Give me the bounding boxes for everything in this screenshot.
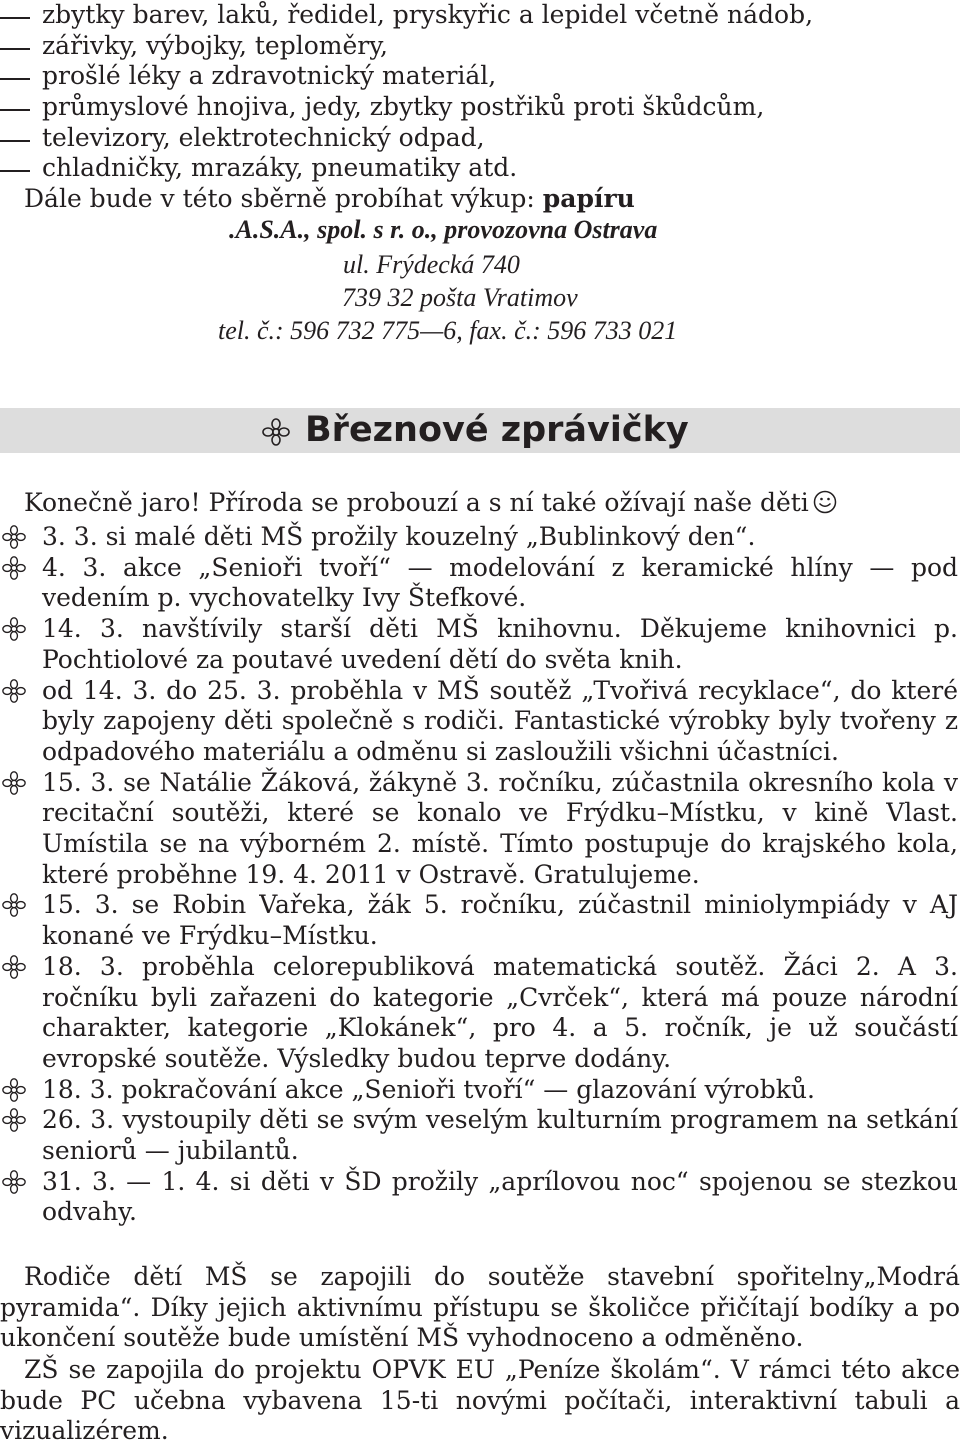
- news-item: [0, 1105, 958, 1166]
- purchase-bold: papíru: [542, 184, 635, 214]
- news-item: [0, 952, 958, 1075]
- flower-icon: [2, 955, 26, 979]
- news-item-text: 3. 3. si malé děti MŠ prožily kouzelný „Bublinkový den“.: [42, 522, 756, 551]
- list-item: [0, 123, 960, 154]
- news-item-text: 26. 3. vystoupily děti se svým veselým kulturním programem na setkání seniorů — jubilantů.: [42, 1105, 958, 1166]
- news-item-text: od 14. 3. do 25. 3. proběhla v MŠ soutěž „Tvořivá recyklace“, do které byly zapojeny děti společně s rodiči. Fantastické výrobky byly tvořeny z odpadového materiálu a odměnu si zasloužili všichni účastníci.: [42, 675, 958, 766]
- company-street: ul. Frýdecká 740: [343, 250, 520, 279]
- flower-icon: [262, 418, 290, 446]
- flower-icon: [2, 1078, 26, 1102]
- flower-icon: [2, 893, 26, 917]
- list-item-text: průmyslové hnojiva, jedy, zbytky postřiků proti škůdcům,: [42, 92, 765, 122]
- list-item-text: chladničky, mrazáky, pneumatiky atd.: [42, 153, 518, 183]
- company-city: 739 32 pošta Vratimov: [342, 283, 578, 312]
- purchase-text: Dále bude v této sběrně probíhat výkup:: [24, 184, 543, 214]
- news-item: [0, 1075, 958, 1106]
- section-heading: [0, 408, 960, 453]
- dash-marker: [0, 48, 30, 50]
- flower-icon: [2, 679, 26, 703]
- news-item-text: 18. 3. pokračování akce „Senioři tvoří“ — glazování výrobků.: [42, 1074, 815, 1104]
- news-item-text: 4. 3. akce „Senioři tvoří“ — modelování z keramické hlíny — pod vedením p. vychovatelky Ivy Štefkové.: [42, 552, 958, 613]
- dash-marker: [0, 17, 30, 19]
- flower-icon: [2, 617, 26, 641]
- news-item-text: 14. 3. navštívily starší děti MŠ knihovnu. Děkujeme knihovnici p. Pochtiolové za poutavé uvedení dětí do světa knih.: [42, 614, 958, 674]
- waste-list: [0, 0, 960, 215]
- dash-marker: [0, 170, 30, 172]
- smiley-icon: [813, 490, 837, 514]
- news-item: [0, 676, 958, 768]
- dash-marker: [0, 140, 30, 142]
- list-item-text: zbytky barev, laků, ředidel, pryskyřic a lepidel včetně nádob,: [42, 0, 814, 29]
- news-item-text: 18. 3. proběhla celorepubliková matematická soutěž. Žáci 2. A 3. ročníku byli zařazeni do kategorie „Cvrček“, která má pouze národní charakter, kategorie „Klokánek“, pro 4. a 5. ročník, je už součástí evropské soutěže. Výsledky budou teprve dodány.: [42, 951, 958, 1073]
- news-item-text: 31. 3. — 1. 4. si děti v ŠD prožily „aprílovou noc“ spojenou se stezkou odvahy.: [42, 1166, 958, 1227]
- list-item: [0, 31, 960, 62]
- list-item-text: televizory, elektrotechnický odpad,: [42, 122, 485, 152]
- news-item: [0, 614, 958, 675]
- paragraph-school: ZŠ se zapojila do projektu OPVK EU „Peníze školám“. V rámci této akce bude PC učebna vybavena 15-ti novými počítači, interaktivní tabuli a vizualizérem.: [0, 1355, 960, 1446]
- news-item: [0, 553, 958, 614]
- list-item: [0, 92, 960, 123]
- news-item-text: 15. 3. se Natálie Žáková, žákyně 3. ročníku, zúčastnila okresního kola v recitační soutěži, které se konalo ve Frýdku–Místku, v kině Vlast. Umístila se na výborném 2. místě. Tímto postupuje do krajského kola, které proběhne 19. 4. 2011 v Ostravě. Gratulujeme.: [42, 767, 958, 889]
- dash-marker: [0, 109, 30, 111]
- news-item: [0, 890, 958, 951]
- list-item-text: zářivky, výbojky, teploměry,: [42, 30, 388, 60]
- list-item: [0, 0, 960, 31]
- intro-text: Konečně jaro! Příroda se probouzí a s ní také ožívají naše děti: [24, 488, 809, 517]
- list-item-text: prošlé léky a zdravotnický materiál,: [42, 61, 497, 91]
- news-item: [0, 1167, 958, 1228]
- company-phone: tel. č.: 596 732 775—6, fax. č.: 596 733 021: [218, 316, 678, 345]
- section-title: Březnové zprávičky: [305, 410, 689, 450]
- list-item: [0, 153, 960, 184]
- company-name: .A.S.A., spol. s r. o., provozovna Ostrava: [229, 215, 658, 244]
- news-item: [0, 768, 958, 891]
- flower-icon: [2, 556, 26, 580]
- intro-line: [24, 488, 837, 519]
- list-item: [0, 61, 960, 92]
- flower-icon: [2, 1170, 26, 1194]
- news-item-text: 15. 3. se Robin Vařeka, žák 5. ročníku, zúčastnil miniolympiády v AJ konané ve Frýdku–Místku.: [42, 890, 958, 951]
- flower-icon: [2, 771, 26, 795]
- purchase-line: [0, 184, 960, 215]
- news-list: [0, 522, 960, 1228]
- paragraph-kindergarten: Rodiče dětí MŠ se zapojili do soutěže stavební spořitelny„Modrá pyramida“. Díky jejich aktivnímu přístupu se školičce přičítají bodíky a po ukončení soutěže bude umístění MŠ vyhodnoceno a odměněno.: [0, 1262, 960, 1353]
- flower-icon: [2, 1108, 26, 1132]
- dash-marker: [0, 78, 30, 80]
- news-item: [0, 522, 958, 553]
- flower-icon: [2, 525, 26, 549]
